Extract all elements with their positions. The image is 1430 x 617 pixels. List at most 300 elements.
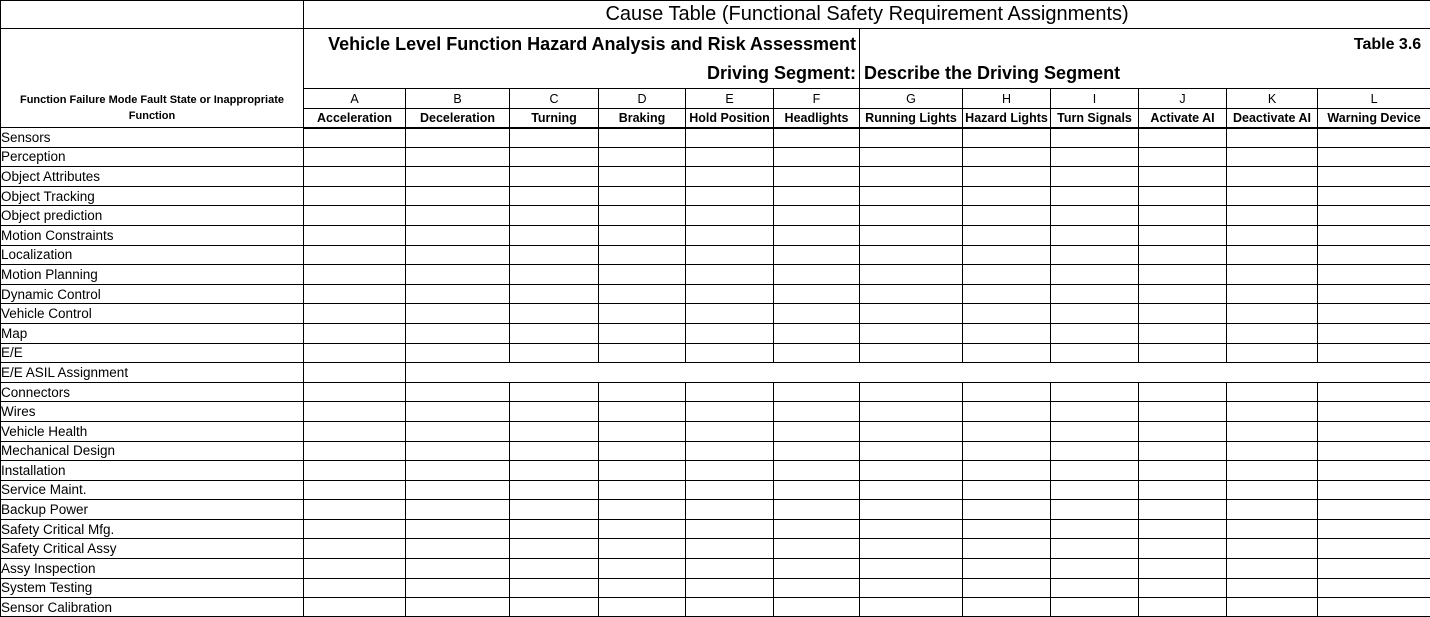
grid-cell — [1139, 402, 1227, 422]
grid-cell — [774, 265, 860, 285]
grid-cell — [406, 441, 510, 461]
table-row — [1, 519, 1430, 539]
grid-cell — [510, 578, 599, 598]
grid-cell — [599, 304, 686, 324]
grid-cell — [599, 128, 686, 148]
row-label: Mechanical Design — [1, 441, 304, 461]
grid-cell — [1051, 147, 1139, 167]
grid-cell — [406, 265, 510, 285]
grid-cell — [304, 245, 406, 265]
grid-cell — [963, 500, 1051, 520]
grid-cell — [1318, 147, 1430, 167]
table-row — [1, 265, 1430, 285]
grid-cell — [774, 539, 860, 559]
grid-cell — [1227, 147, 1318, 167]
grid-cell — [774, 402, 860, 422]
grid-cell — [963, 578, 1051, 598]
grid-cell — [304, 578, 406, 598]
grid-cell — [406, 284, 510, 304]
grid-cell — [1139, 167, 1227, 187]
grid-cell — [599, 598, 686, 617]
column-label-E: Hold Position — [686, 109, 774, 128]
grid-cell — [774, 206, 860, 226]
grid-cell — [1318, 539, 1430, 559]
title-row — [1, 1, 1430, 29]
grid-cell — [1227, 323, 1318, 343]
row-label: Service Maint. — [1, 480, 304, 500]
grid-cell — [860, 559, 963, 579]
grid-cell — [1318, 461, 1430, 481]
grid-cell — [860, 539, 963, 559]
grid-cell — [406, 421, 510, 441]
grid-cell — [860, 304, 963, 324]
grid-cell — [686, 284, 774, 304]
grid-cell — [1051, 421, 1139, 441]
subtitle-cell — [304, 29, 860, 89]
grid-cell — [963, 245, 1051, 265]
grid-cell — [963, 480, 1051, 500]
grid-cell — [686, 245, 774, 265]
grid-cell — [406, 559, 510, 579]
grid-cell — [860, 441, 963, 461]
column-letter-H: H — [963, 89, 1051, 109]
column-letter-I: I — [1051, 89, 1139, 109]
row-label: Map — [1, 323, 304, 343]
grid-cell — [1227, 128, 1318, 148]
grid-cell — [686, 480, 774, 500]
grid-cell — [406, 225, 510, 245]
grid-cell — [1227, 167, 1318, 187]
grid-cell — [304, 461, 406, 481]
grid-cell — [304, 265, 406, 285]
column-label-C: Turning — [510, 109, 599, 128]
grid-cell — [686, 421, 774, 441]
grid-cell — [963, 598, 1051, 617]
column-letter-D: D — [599, 89, 686, 109]
row-label: Sensor Calibration — [1, 598, 304, 617]
grid-cell — [304, 147, 406, 167]
grid-cell — [510, 323, 599, 343]
column-label-J: Activate AI — [1139, 109, 1227, 128]
grid-cell — [510, 382, 599, 402]
grid-cell — [304, 441, 406, 461]
grid-cell — [774, 559, 860, 579]
grid-cell — [774, 245, 860, 265]
column-label-B: Deceleration — [406, 109, 510, 128]
grid-cell — [774, 382, 860, 402]
grid-cell — [304, 128, 406, 148]
top-left-spacer — [1, 1, 304, 29]
grid-cell — [860, 421, 963, 441]
grid-cell — [406, 323, 510, 343]
grid-cell — [774, 519, 860, 539]
grid-cell — [1227, 559, 1318, 579]
table-row — [1, 402, 1430, 422]
grid-cell — [1139, 225, 1227, 245]
grid-cell — [1227, 245, 1318, 265]
grid-cell — [510, 147, 599, 167]
grid-cell — [1227, 421, 1318, 441]
grid-cell — [860, 480, 963, 500]
grid-cell — [1051, 500, 1139, 520]
grid-cell — [1318, 245, 1430, 265]
grid-cell — [510, 598, 599, 617]
grid-cell — [1051, 225, 1139, 245]
grid-cell — [1318, 265, 1430, 285]
grid-cell — [304, 186, 406, 206]
table-row — [1, 147, 1430, 167]
grid-cell — [860, 225, 963, 245]
row-header-cell — [1, 29, 304, 128]
grid-cell — [406, 500, 510, 520]
grid-cell — [1227, 598, 1318, 617]
row-label: Assy Inspection — [1, 559, 304, 579]
table-row — [1, 461, 1430, 481]
grid-cell — [510, 500, 599, 520]
grid-cell — [1318, 519, 1430, 539]
grid-cell — [774, 421, 860, 441]
grid-cell — [1051, 598, 1139, 617]
grid-cell — [1139, 147, 1227, 167]
grid-cell — [860, 265, 963, 285]
table-row — [1, 598, 1430, 617]
row-label: E/E — [1, 343, 304, 363]
grid-cell — [510, 559, 599, 579]
grid-cell — [860, 186, 963, 206]
grid-cell — [963, 539, 1051, 559]
grid-cell — [406, 382, 510, 402]
grid-cell — [510, 421, 599, 441]
grid-cell — [774, 598, 860, 617]
column-letter-E: E — [686, 89, 774, 109]
row-header-label: Function Failure Mode Fault State or Inappropriate Function — [19, 94, 285, 123]
grid-cell — [304, 519, 406, 539]
grid-cell — [1139, 421, 1227, 441]
grid-cell — [510, 206, 599, 226]
table-row — [1, 186, 1430, 206]
row-label: Safety Critical Assy — [1, 539, 304, 559]
grid-cell — [510, 167, 599, 187]
grid-cell — [1051, 186, 1139, 206]
grid-cell — [599, 500, 686, 520]
column-label-H: Hazard Lights — [963, 109, 1051, 128]
grid-cell — [599, 167, 686, 187]
grid-cell — [1227, 539, 1318, 559]
grid-cell — [774, 500, 860, 520]
grid-cell — [1139, 186, 1227, 206]
grid-cell — [1139, 559, 1227, 579]
grid-cell — [963, 147, 1051, 167]
grid-cell — [304, 480, 406, 500]
grid-cell — [1318, 421, 1430, 441]
grid-cell — [774, 186, 860, 206]
grid-cell — [1318, 441, 1430, 461]
grid-cell — [510, 225, 599, 245]
grid-cell — [963, 128, 1051, 148]
table-row — [1, 500, 1430, 520]
grid-cell — [1227, 304, 1318, 324]
table-row — [1, 441, 1430, 461]
grid-cell — [963, 323, 1051, 343]
column-letter-G: G — [860, 89, 963, 109]
grid-cell — [1227, 343, 1318, 363]
row-label: Installation — [1, 461, 304, 481]
table-row — [1, 284, 1430, 304]
grid-cell — [686, 559, 774, 579]
grid-cell — [963, 461, 1051, 481]
grid-cell — [860, 128, 963, 148]
row-label: Object prediction — [1, 206, 304, 226]
grid-cell — [774, 304, 860, 324]
column-label-K: Deactivate AI — [1227, 109, 1318, 128]
grid-cell — [774, 461, 860, 481]
table-row — [1, 323, 1430, 343]
grid-cell — [774, 578, 860, 598]
grid-cell — [304, 323, 406, 343]
grid-cell — [304, 382, 406, 402]
grid-cell — [1051, 265, 1139, 285]
grid-cell — [406, 206, 510, 226]
grid-cell — [774, 480, 860, 500]
grid-cell — [1227, 519, 1318, 539]
grid-cell — [774, 284, 860, 304]
grid-cell — [1227, 402, 1318, 422]
grid-cell — [1051, 245, 1139, 265]
grid-cell — [599, 441, 686, 461]
grid-cell — [774, 147, 860, 167]
grid-cell — [406, 402, 510, 422]
grid-cell — [406, 480, 510, 500]
grid-cell — [1139, 284, 1227, 304]
row-label: Connectors — [1, 382, 304, 402]
grid-cell — [510, 343, 599, 363]
row-label: Vehicle Health — [1, 421, 304, 441]
grid-cell — [599, 382, 686, 402]
grid-cell — [686, 128, 774, 148]
grid-cell — [774, 128, 860, 148]
table-row — [1, 167, 1430, 187]
grid-cell — [686, 225, 774, 245]
column-label-L: Warning Device — [1318, 109, 1430, 128]
table-row — [1, 539, 1430, 559]
subtitle: Vehicle Level Function Hazard Analysis and Risk Assessment — [328, 33, 856, 54]
grid-cell — [599, 461, 686, 481]
column-letter-B: B — [406, 89, 510, 109]
grid-cell — [860, 461, 963, 481]
grid-cell — [1051, 382, 1139, 402]
grid-cell — [510, 402, 599, 422]
table-row — [1, 382, 1430, 402]
grid-cell — [1318, 167, 1430, 187]
table-row — [1, 421, 1430, 441]
grid-cell — [1318, 225, 1430, 245]
grid-cell — [1139, 461, 1227, 481]
grid-cell — [686, 206, 774, 226]
subtitle-row — [1, 29, 1430, 89]
grid-cell — [510, 265, 599, 285]
column-letter-C: C — [510, 89, 599, 109]
grid-cell — [510, 284, 599, 304]
grid-cell — [860, 323, 963, 343]
grid-cell — [963, 284, 1051, 304]
grid-cell — [963, 343, 1051, 363]
grid-cell — [1318, 480, 1430, 500]
column-letter-J: J — [1139, 89, 1227, 109]
grid-cell — [774, 167, 860, 187]
grid-cell — [686, 500, 774, 520]
grid-cell — [304, 421, 406, 441]
grid-cell — [599, 147, 686, 167]
grid-cell — [686, 343, 774, 363]
grid-cell — [304, 225, 406, 245]
row-label: Localization — [1, 245, 304, 265]
column-letter-L: L — [1318, 89, 1430, 109]
grid-cell — [860, 167, 963, 187]
row-label: System Testing — [1, 578, 304, 598]
row-label: Vehicle Control — [1, 304, 304, 324]
grid-cell — [860, 284, 963, 304]
grid-cell — [599, 421, 686, 441]
row-label: E/E ASIL Assignment — [1, 363, 304, 383]
grid-cell — [860, 519, 963, 539]
grid-cell — [1139, 500, 1227, 520]
grid-cell — [1227, 441, 1318, 461]
grid-cell — [860, 500, 963, 520]
grid-cell — [774, 343, 860, 363]
grid-cell — [1318, 598, 1430, 617]
grid-cell — [510, 441, 599, 461]
grid-cell — [1318, 128, 1430, 148]
grid-cell — [406, 598, 510, 617]
grid-cell — [1051, 343, 1139, 363]
grid-cell — [1318, 206, 1430, 226]
grid-cell — [406, 519, 510, 539]
grid-cell — [1227, 500, 1318, 520]
grid-cell — [1051, 206, 1139, 226]
column-label-G: Running Lights — [860, 109, 963, 128]
row-label: Backup Power — [1, 500, 304, 520]
grid-cell — [599, 343, 686, 363]
grid-cell — [774, 225, 860, 245]
grid-cell — [1051, 539, 1139, 559]
table-row — [1, 363, 1430, 383]
grid-cell — [406, 147, 510, 167]
grid-cell — [406, 461, 510, 481]
row-label: Sensors — [1, 128, 304, 148]
grid-cell — [510, 304, 599, 324]
column-label-I: Turn Signals — [1051, 109, 1139, 128]
column-letter-K: K — [1227, 89, 1318, 109]
column-label-D: Braking — [599, 109, 686, 128]
grid-cell — [774, 441, 860, 461]
grid-cell — [963, 519, 1051, 539]
row-label: Motion Constraints — [1, 225, 304, 245]
grid-cell — [1318, 402, 1430, 422]
grid-cell — [1051, 519, 1139, 539]
row-label: Safety Critical Mfg. — [1, 519, 304, 539]
grid-cell — [599, 245, 686, 265]
grid-cell — [406, 578, 510, 598]
row-label: Dynamic Control — [1, 284, 304, 304]
grid-cell — [406, 245, 510, 265]
grid-cell — [406, 539, 510, 559]
row-label: Perception — [1, 147, 304, 167]
column-label-F: Headlights — [774, 109, 860, 128]
grid-cell — [1139, 480, 1227, 500]
grid-cell — [860, 382, 963, 402]
grid-cell — [599, 480, 686, 500]
grid-cell — [599, 578, 686, 598]
grid-cell — [860, 245, 963, 265]
grid-cell — [1227, 578, 1318, 598]
grid-cell — [860, 343, 963, 363]
grid-cell — [1051, 441, 1139, 461]
table-row — [1, 206, 1430, 226]
grid-cell — [599, 186, 686, 206]
grid-cell — [686, 441, 774, 461]
grid-cell — [510, 186, 599, 206]
grid-cell — [686, 186, 774, 206]
grid-cell — [599, 206, 686, 226]
grid-cell — [1051, 323, 1139, 343]
grid-cell — [406, 304, 510, 324]
grid-cell — [304, 539, 406, 559]
grid-cell — [1139, 206, 1227, 226]
grid-cell — [1139, 128, 1227, 148]
page-title: Cause Table (Functional Safety Requirement Assignments) — [304, 1, 1430, 29]
grid-cell — [599, 284, 686, 304]
grid-cell — [1051, 304, 1139, 324]
grid-cell — [406, 343, 510, 363]
grid-cell — [510, 245, 599, 265]
grid-cell — [686, 402, 774, 422]
grid-cell — [1051, 480, 1139, 500]
grid-cell — [1227, 461, 1318, 481]
grid-cell — [1227, 480, 1318, 500]
column-label-A: Acceleration — [304, 109, 406, 128]
grid-cell — [686, 304, 774, 324]
grid-cell — [406, 186, 510, 206]
row-label: Wires — [1, 402, 304, 422]
grid-cell — [963, 225, 1051, 245]
grid-cell — [1051, 128, 1139, 148]
grid-cell — [686, 147, 774, 167]
grid-cell — [963, 186, 1051, 206]
grid-cell — [1051, 284, 1139, 304]
grid-cell — [686, 167, 774, 187]
grid-cell — [1139, 245, 1227, 265]
grid-cell — [860, 598, 963, 617]
grid-cell — [1227, 284, 1318, 304]
grid-cell — [599, 225, 686, 245]
table-row — [1, 480, 1430, 500]
grid-cell — [304, 598, 406, 617]
driving-segment-label: Driving Segment: — [706, 62, 856, 83]
grid-cell — [1139, 539, 1227, 559]
row-label: Object Tracking — [1, 186, 304, 206]
grid-cell — [599, 323, 686, 343]
grid-cell — [686, 598, 774, 617]
grid-cell — [686, 323, 774, 343]
grid-cell — [686, 539, 774, 559]
grid-cell — [1139, 519, 1227, 539]
grid-cell — [599, 402, 686, 422]
grid-cell — [510, 480, 599, 500]
grid-cell — [686, 519, 774, 539]
table-row — [1, 559, 1430, 579]
grid-cell — [1051, 559, 1139, 579]
grid-cell — [304, 206, 406, 226]
